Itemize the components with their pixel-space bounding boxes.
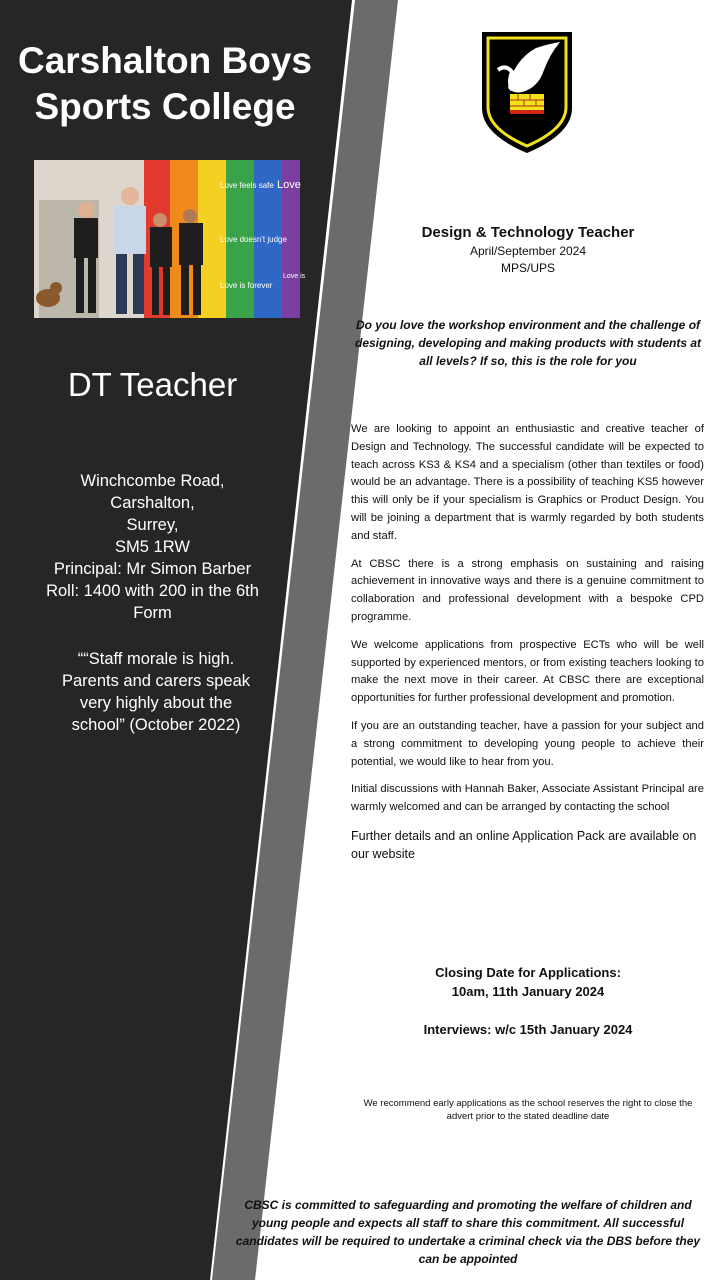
intro-question: Do you love the workshop environment and the challenge of designing, developing and making products with students at all levels? If so, this is the role for you xyxy=(354,318,702,368)
paragraph-application-pack: Further details and an online Application Pack are available on our website xyxy=(351,828,697,861)
start-date: April/September 2024 xyxy=(469,244,587,258)
safeguarding-statement: CBSC is committed to safeguarding and promoting the welfare of children and young people and expects all staff to share this commitment. All successful candidates will be required to undertake a criminal check via the DBS before they can be appointed xyxy=(235,1198,701,1266)
job-header xyxy=(352,223,704,277)
photo-sign-3: Love doesn't judge xyxy=(220,235,287,244)
photo-sign-5: Love is xyxy=(283,273,306,280)
school-crest-logo xyxy=(478,30,576,155)
school-address xyxy=(40,470,265,624)
early-application-note: We recommend early applications as the school reserves the right to close the advert prior to the stated deadline date xyxy=(363,1098,693,1122)
interview-date: Interviews: w/c 15th January 2024 xyxy=(423,1022,633,1037)
paragraph-contact: Initial discussions with Hannah Baker, Associate Assistant Principal are warmly welcomed and can be arranged by contacting the school xyxy=(351,783,704,814)
pay-scale: MPS/UPS xyxy=(500,261,555,275)
closing-label: Closing Date for Applications: xyxy=(435,965,621,980)
school-name xyxy=(0,38,330,130)
address-line: Surrey, xyxy=(126,516,179,534)
photo-sign-1: Love feels safe xyxy=(220,181,274,190)
photo-sign-2: Love xyxy=(277,179,301,191)
school-name-line2: Sports College xyxy=(34,86,296,127)
address-line: Carshalton, xyxy=(110,494,195,512)
school-photo xyxy=(34,160,306,318)
paragraph-cpd: At CBSC there is a strong emphasis on sustaining and raising achievement in innovative ways and there is a genuine commitment to collaboration and professional development with a bespoke CPD programme. xyxy=(351,557,704,623)
paragraph-role: We are looking to appoint an enthusiastic and creative teacher of Design and Technology. The successful candidate will be expected to teach across KS3 & KS4 and a specialism (other than textiles or food) would be an advantage. There is a possibility of teaching KS5 however this will only be if your specialism is Graphics or Product Design. You will be joining a department that is warmly regarded by both students and staff. xyxy=(351,423,704,542)
job-title: Design & Technology Teacher xyxy=(421,224,635,241)
principal-line: Principal: Mr Simon Barber xyxy=(53,560,252,578)
closing-details xyxy=(352,963,704,1039)
school-name-line1: Carshalton Boys xyxy=(17,40,312,81)
paragraph-ects: We welcome applications from prospective ECTs who will be well supported by experienced mentors, or from existing teachers looking to make the next move in their career. At CBSC there are exceptional opportunities for further professional development and promotion. xyxy=(351,638,704,705)
ofsted-quote: ““Staff morale is high. Parents and carers speak very highly about the school” (October 2022) xyxy=(61,650,251,734)
role-title: DT Teacher xyxy=(67,366,238,403)
closing-date: 10am, 11th January 2024 xyxy=(451,984,605,999)
address-line: Winchcombe Road, xyxy=(80,472,225,490)
paragraph-passion: If you are an outstanding teacher, have a passion for your subject and a strong commitment to developing young people to achieve their potential, we would like to hear from you. xyxy=(351,719,704,768)
address-line: SM5 1RW xyxy=(115,538,190,556)
roll-line: Roll: 1400 with 200 in the 6th Form xyxy=(46,582,259,622)
brick-wall-icon xyxy=(510,94,544,114)
job-description xyxy=(351,421,704,873)
photo-sign-4: Love is forever xyxy=(220,281,273,290)
